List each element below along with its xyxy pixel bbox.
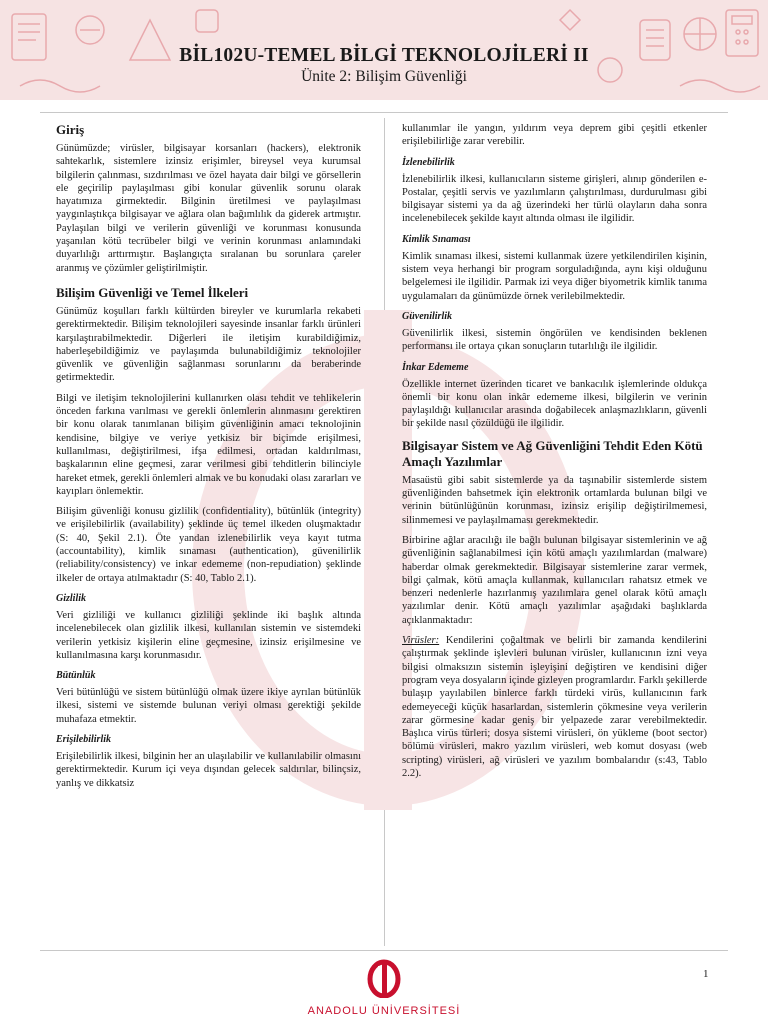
subsection-title-izlenebilirlik: İzlenebilirlik <box>402 156 455 168</box>
subsection-title-guvenilirlik: Güvenilirlik <box>402 310 453 322</box>
unit-subtitle: Ünite 2: Bilişim Güvenliği <box>301 68 467 85</box>
subsection-title-erisilebilirlik: Erişilebilirlik <box>56 733 112 745</box>
section-title-kotu-amacli-yazilimlar: Bilgisayar Sistem ve Ağ Güvenliğini Tehdit Eden Kötü Amaçlı Yazılımlar <box>402 437 703 469</box>
course-title: BİL102U-TEMEL BİLGİ TEKNOLOJİLERİ II <box>179 45 589 66</box>
subsection-title-inkar-edememe: İnkar Edememe <box>402 361 469 373</box>
paragraph: kullanımlar ile yangın, yıldırım veya deprem gibi çeşitli etkenler erişilebilirliğe zarar verebilir. <box>402 123 707 148</box>
paragraph: Günümüzde; virüsler, bilgisayar korsanları (hackers), elektronik sahtekarlık, sistemlere izinsiz erişimler, bireysel veya kurumsal bilgilerin çalınması, sızdırılması ve özel hayata dair bilgi ve görsellerin ele geçirilip paylaşılması gibi konular güvenlik sorunu olarak hayatımıza girmektedir. Bilginin üretilmesi ve paylaşılması yaygınlaştıkça bilgisayar ve ağlara olan bağımlılık da giderek artmıştır. Paylaşılan bilgi ve verilerin güvenliği ve korunması konusunda yaşanılan kötü tecrübeler bilgi ve verinin korunması anlamındaki duyarlılığı arttırmıştır. Başlangıçta sıralanan bu sorunlara çareler aranmış ve çözümler geliştirilmiştir. <box>56 143 361 274</box>
paragraph: Güvenilirlik ilkesi, sistemin öngörülen ve kendisinden beklenen performansı ile ortaya çıkan sonuçların tutarlılığı ile ilgilidir. <box>402 327 707 353</box>
paragraph: Birbirine ağlar aracılığı ile bağlı bulunan bilgisayar sistemlerinin ve ağ güvenliğinin sağlanabilmesi için kötü amaçlı yazılımlardan (malware) haberdar olmak gerekmektedir. Bilgisayar sistemlerine zarar vermek, bilgi çalmak, kötü amaçla kullanmak, kullanıcıları rahatsız etmek ve benzeri nedenlerle hazırlanmış yazılımlara genel olarak kötü amaçlı yazılımlar denir. Kötü amaçlı yazılımlar aşağıdaki başlıklarda açıklanmaktadır: <box>402 534 707 626</box>
subsection-title-gizlilik: Gizlilik <box>56 592 87 604</box>
university-name: ANADOLU ÜNİVERSİTESİ <box>307 1005 461 1017</box>
paragraph: Masaüstü gibi sabit sistemlerde ya da taşınabilir sistemlerde sistem güvenliğinden bahsetmek için elektronik ortamlarda bulunan bilgi ve verinin bütünlüğünün korunması, izinsiz erişilip değiştirilmemesi, silinmemesi ve paylaşılmaması gerekmektedir. <box>402 474 707 526</box>
university-emblem-icon <box>364 958 404 998</box>
section-title-bilisim-guvenligi: Bilişim Güvenliği ve Temel İlkeleri <box>56 284 249 300</box>
anadolu-university-logo <box>304 958 464 1020</box>
paragraph-virusler <box>402 634 707 780</box>
paragraph: Özellikle internet üzerinden ticaret ve bankacılık işlemlerinde oldukça önemli bir konu olan inkâr edememe ilkesi, bilgilerin ve verinin paylaşıldığı kullanıcılar arasında doğabilecek anlaşmazlıkların, güvenli bir şekilde nasıl çözüldüğü ile ilgilidir. <box>402 378 707 430</box>
paragraph: Günümüz koşulları farklı kültürden bireyler ve kurumlarla rekabeti gerektirmektedir. Bilişim teknolojileri sayesinde insanlar farklı ürünleri karşılaştırabilmektedir. Diğerleri ile iletişim kurabildiğimiz, haberleşebildiğimiz ve paylaşımda bulunabildiğimiz teknolojiler güvenlik ve güvenliğin sağlanması sorunlarını da beraberinde getirmektedir. <box>56 305 361 384</box>
paragraph: Veri bütünlüğü ve sistem bütünlüğü olmak üzere ikiye ayrılan bütünlük ilkesi, sistemi ve sistemde bulunan veriyi olması gerektiği şekilde muhafaza etmektir. <box>56 687 361 725</box>
header-divider <box>40 112 728 113</box>
subsection-title-butunluk: Bütünlük <box>56 670 96 682</box>
right-column <box>402 122 707 787</box>
page-number: 1 <box>703 968 709 980</box>
page-header <box>0 44 768 86</box>
virus-label: Virüsler: <box>402 635 440 647</box>
paragraph: Bilişim güvenliği konusu gizlilik (confidentiality), bütünlük (integrity) ve erişilebilirlik (availability) şeklinde üç temel ilkeden oluşmaktadır (S: 40, Şekil 2.1). Öte yandan izlenebilirlik veya kayıt tutma (accountability), kimlik sınaması (authentication), güvenilirlik (reliability/consistency) ve inkar edememe (non-repudiation) şeklinde ilkeler de ortaya atılmaktadır (S: 40, Tablo 2.1). <box>56 506 361 584</box>
left-column <box>56 122 361 797</box>
paragraph: Kimlik sınaması ilkesi, sistemi kullanmak üzere yetkilendirilen kişinin, sistem veya herhangi bir program sorguladığında, aynı kişi olduğunu belgelemesi ile ilgilidir. Parmak izi veya diğer biyometrik kimlik tanıma uygulamaları da günümüzde örnek verilebilmektedir. <box>402 250 707 302</box>
footer-divider <box>40 950 728 951</box>
paragraph: Erişilebilirlik ilkesi, bilginin her an ulaşılabilir ve kullanılabilir olmasını gerektirmektedir. Kurum içi veya dışından gelecek saldırılar, bilinçsiz, yanlış ve dikkatsiz <box>56 750 361 789</box>
virus-text: Kendilerini çoğaltmak ve belirli bir zamanda kendilerini çalıştırmak şeklinde işlevleri bulunan virüsler, kullanıcının izni veya bilgisi olmaksızın sistemin işleyişini değiştiren ve kendisini diğer program veya dosyaların içinde gizleyen programlardır. Farklı şekillerde bulaşıp yayılabilen binlerce farklı türdeki virüs, kullanıcının fark edemeyeceği küçük hasarlardan, sistemlerin çökmesine veya verilerin zarar görmesine kadar geniş bir yelpazede zarar verebilmektedir. Başlıca virüs türleri; dosya sistemi virüsleri, ön yükleme (boot sector) bölümü virüsleri, makro yazılım virüsleri, web komut dosyası (web scripting) virüsleri, ağ virüsleri ve yazılım bombalarıdır (s:43, Tablo 2.2). <box>402 635 707 779</box>
subsection-title-kimlik-sinamasi: Kimlik Sınaması <box>402 233 471 245</box>
paragraph: Veri gizliliği ve kullanıcı gizliliği şeklinde iki başlık altında incelenebilecek olan gizlilik ilkesi, kullanılan sistemin ve sistemdeki verilerin yetkisiz kişilerin eline geçmesine, izinsiz erişilmesine ve kullanılmasına karşı korunmasıdır. <box>56 609 361 661</box>
paragraph: İzlenebilirlik ilkesi, kullanıcıların sisteme girişleri, alınıp gönderilen e-Postalar, çeşitli servis ve yazılımların çalıştırılması, durdurulması gibi bilgisayar sistemi ya da ağ üzerindeki her türlü olayların daha sonra incelenebilecek şekilde kayıt altında olması ile ilgilidir. <box>402 173 707 225</box>
section-title-giris: Giriş <box>56 122 85 137</box>
paragraph: Bilgi ve iletişim teknolojilerini kullanırken olası tehdit ve tehlikelerin önceden farkına varılması ve gerekli önlemlerin alınmasını gerektiren bir konu olarak tanımlanan bilişim güvenliğinin amacı teknolojinin kendisine, bilgiye ve veriye yetkisiz bir biçimde erişilmesi, kullanılması, değiştirilmesi, ifşa edilmesi, ortadan kaldırılması, başkalarının eline geçmesi, zarar verilmesi gibi tehditlerin bilinciyle hareket etmek, gerekli önlemleri almak ve bu konudaki olası zararları ve kayıpları önlemektir. <box>56 392 361 497</box>
